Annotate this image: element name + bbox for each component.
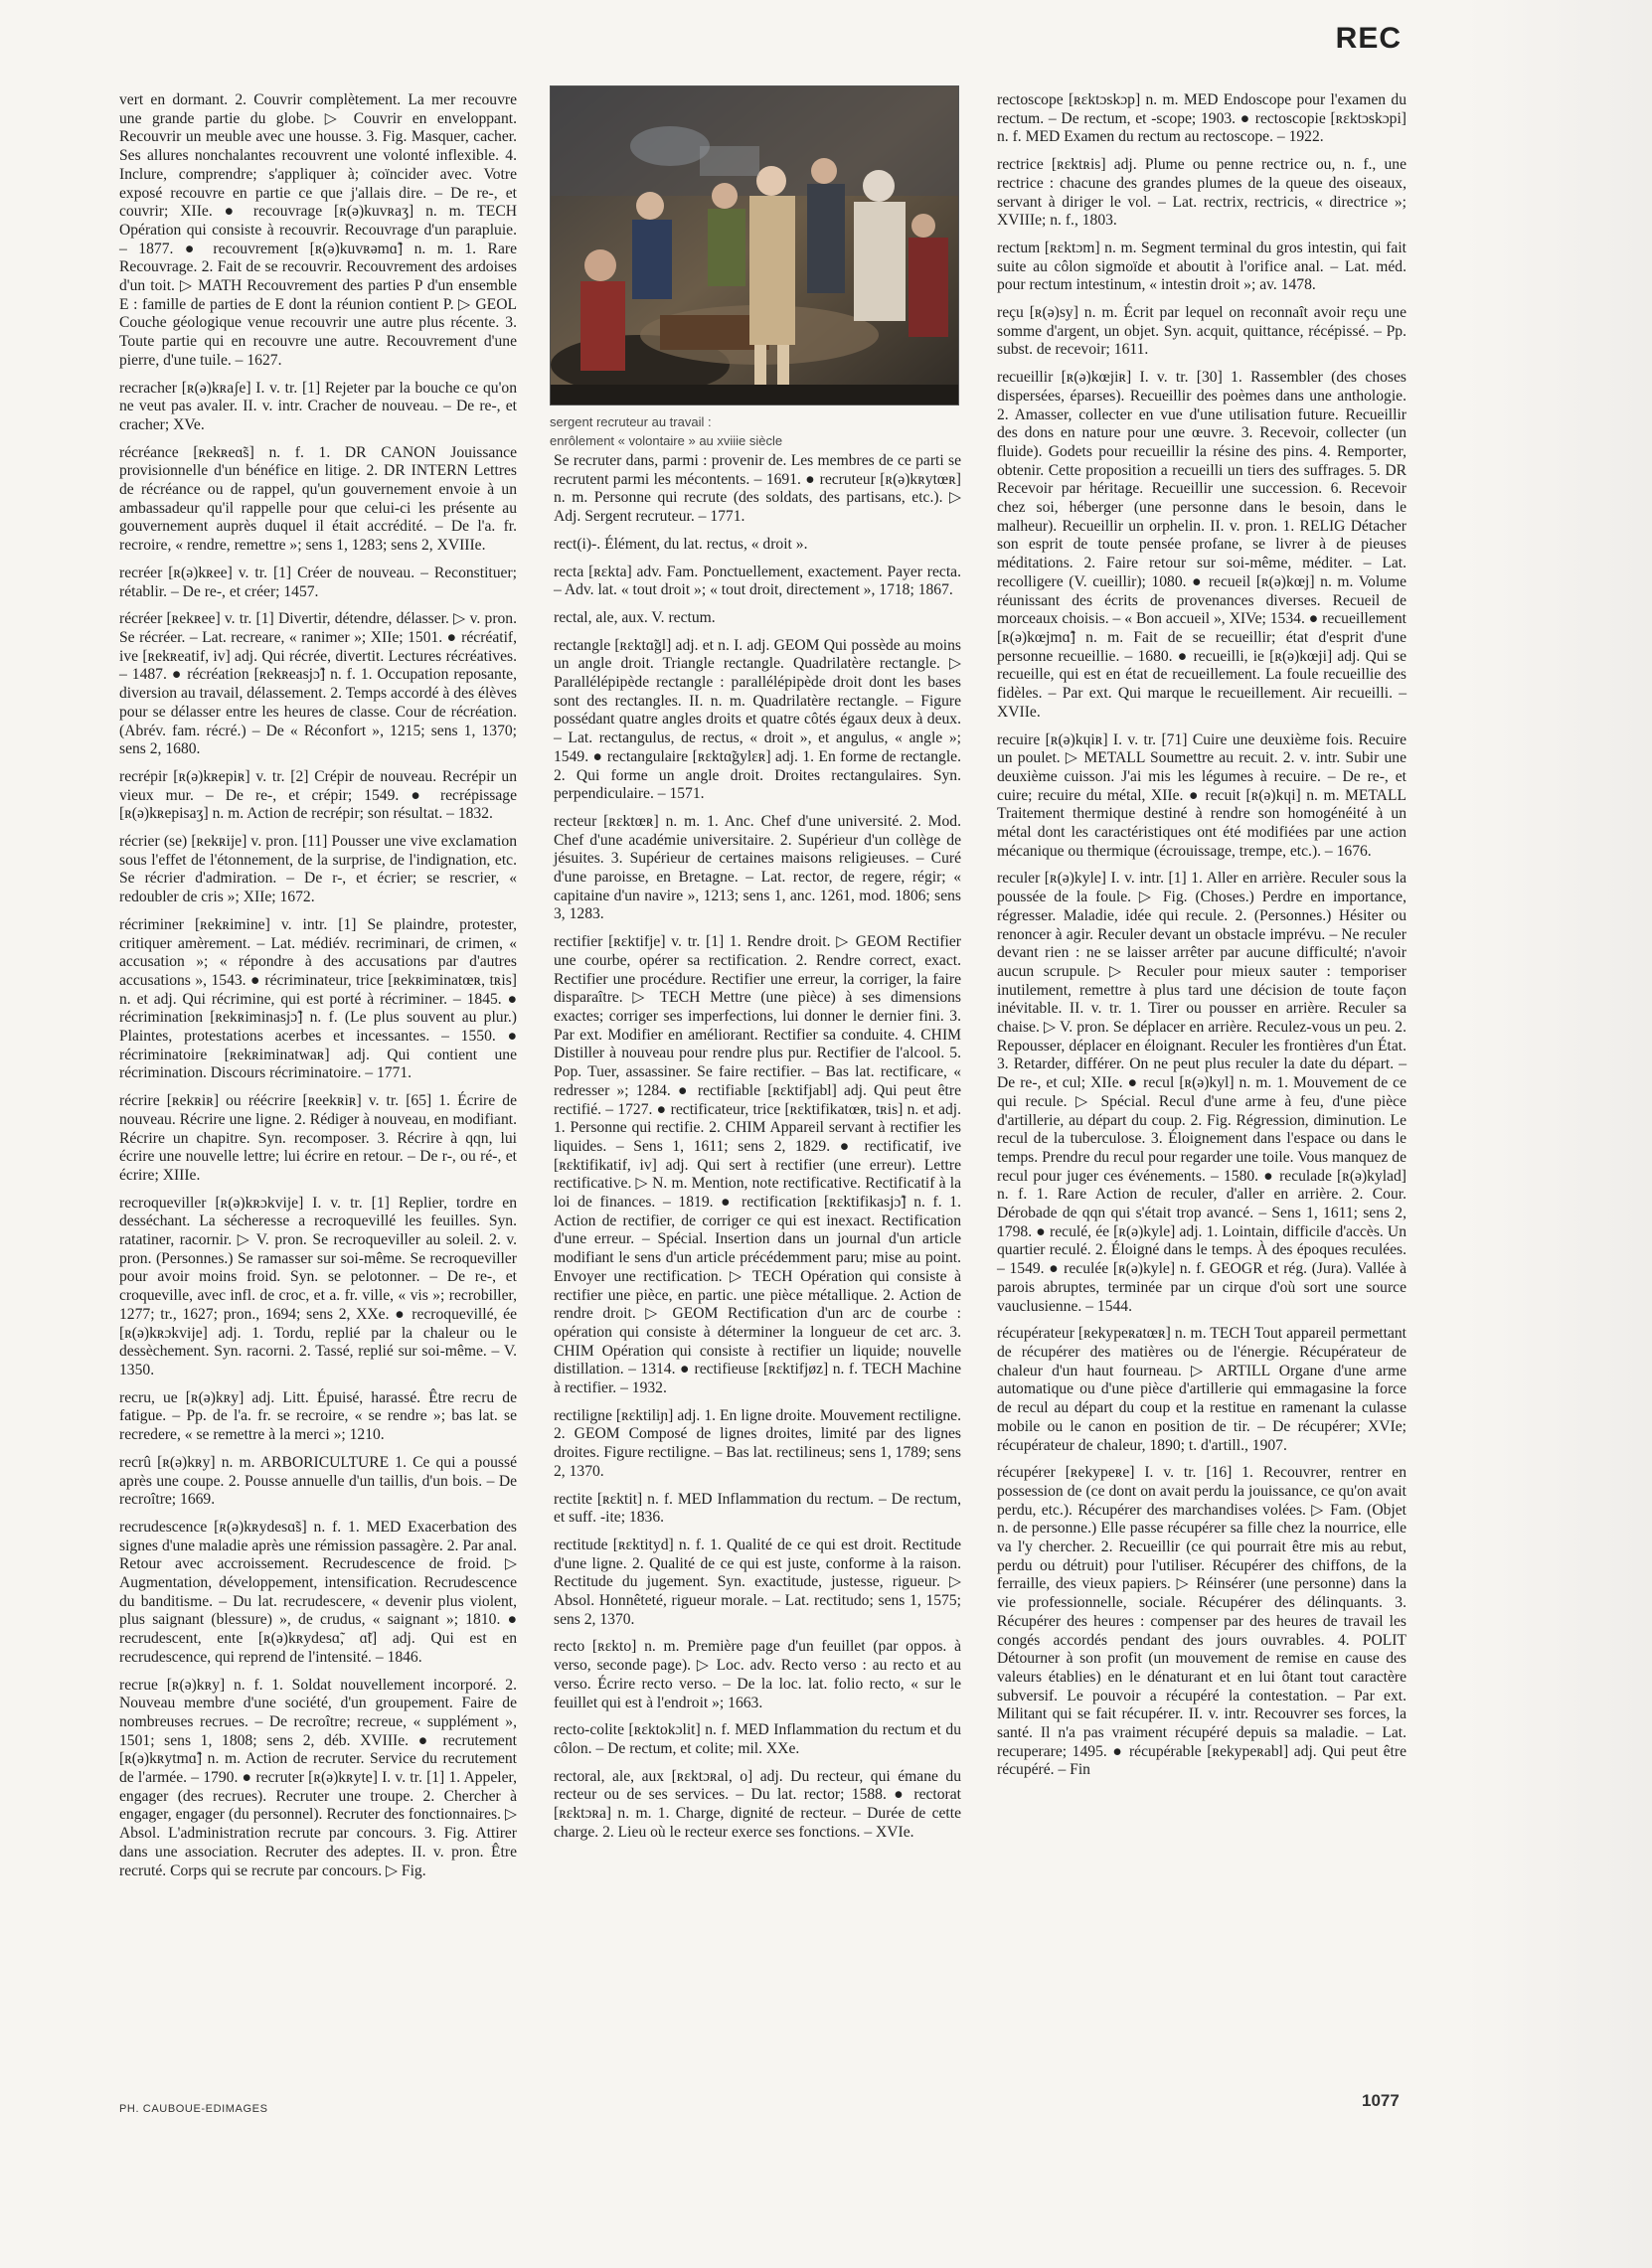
dictionary-entry: recuire [ʀ(ə)kɥiʀ] I. v. tr. [71] Cuire une deuxième fois. Recuire un poulet. ▷ METALL Soumettre au recuit. 2. v. intr. Subir une deuxième cuisson. J'ai mis les légumes à recuire. – De re-, et cuire; recuire du métal, XIIe. ● recuit [ʀ(ə)kɥi] n. m. METALL Traitement thermique destiné à rendre son homogénéité à un métal dont les caractéristiques ont été modifiées par une action mécanique ou thermique (écrouissage, trempe, etc.). – 1676. — [997, 730, 1406, 860]
dictionary-entry: rectoscope [ʀɛktɔskɔp] n. m. MED Endoscope pour l'examen du rectum. – De rectum, et -scope; 1903. ● rectoscopie [ʀɛktɔskɔpi] n. f. MED Examen du rectum au rectoscope. – 1922. — [997, 91, 1406, 146]
dictionary-entry: rectitude [ʀɛktityd] n. f. 1. Qualité de ce qui est droit. Rectitude d'une ligne. 2. Qualité de ce qui est juste, conforme à la raison. Rectitude du jugement. Syn. exactitude, justesse, rigueur. ▷ Absol. Honnêteté, rigueur morale. – Lat. rectitudo; sens 1, 1575; sens 2, 1370. — [554, 1536, 961, 1628]
dictionary-entry: recueillir [ʀ(ə)kœjiʀ] I. v. tr. [30] 1. Rassembler (des choses dispersées, éparses). Recueillir des poèmes dans une anthologie. 2. Amasser, collecter en vue d'une utilisation future. Recueillir des dons en nature pour une œuvre. 3. Recevoir, collecter (un fluide). Godets pour recueillir la résine des pins. 4. Remporter, obtenir. Cette proposition a recueilli un tiers des suffrages. 5. DR Recevoir par héritage. Recueillir une succession. 6. Recevoir chez soi, héberger (une personne dans le besoin, dans le malheur). Recueillir un orphelin. II. v. pron. 1. RELIG Détacher son esprit de toute pensée profane, se livrer à de pieuses méditations. 2. Faire retour sur soi-même, méditer. – Lat. recolligere (V. cueillir); 1080. ● recueil [ʀ(ə)kœj] n. m. Volume réunissant des écrits de provenances diverses. Recueil de morceaux choisis. – « Bon accueil », XIVe; 1534. ● recueillement [ʀ(ə)kœjmɑ̃] n. m. Fait de se recueillir; état d'esprit d'une personne recueillie. – 1680. ● recueilli, ie [ʀ(ə)kœji] adj. Qui se recueille, qui est en état de recueillement. La foule recueillie des fidèles. – Par ext. Qui marque le recueillement. Air recueilli. – XVIIe. — [997, 369, 1406, 721]
dictionary-entry: recracher [ʀ(ə)kʀaʃe] I. v. tr. [1] Rejeter par la bouche ce qu'on ne veut pas avaler. II. v. intr. Cracher de nouveau. – De re-, et cracher; XVe. — [119, 379, 517, 433]
dictionary-entry: recrudescence [ʀ(ə)kʀydesɑ̃s] n. f. 1. MED Exacerbation des signes d'une maladie après une rémission passagère. 2. Par anal. Retour avec accroissement. Recrudescence de froid. ▷ Augmentation, développement, intensification. Recrudescence du banditisme. – Du lat. recrudescere, « devenir plus violent, plus saignant (blessure) », de crudus, « saignant »; 1810. ● recrudescent, ente [ʀ(ə)kʀydesɑ̃, ɑ̃t] adj. Qui est en recrudescence, qui reprend de l'intensité. – 1846. — [119, 1518, 517, 1666]
dictionary-entry: récréer [ʀekʀee] v. tr. [1] Divertir, détendre, délasser. ▷ v. pron. Se récréer. – Lat. recreare, « ranimer »; XIIe; 1501. ● récréatif, ive [ʀekʀeatif, iv] adj. Qui récrée, divertit. Lectures récréatives. – 1487. ● récréation [ʀekʀeasjɔ̃] n. f. 1. Occupation reposante, diversion au travail, délassement. 2. Temps accordé à des élèves pour se délasser entre les heures de classe. Cour de récréation. (Abrév. fam. récré.) – De « Réconfort », 1215; sens 1, 1370; sens 2, 1680. — [119, 610, 517, 758]
dictionary-entry: récupérer [ʀekypeʀe] I. v. tr. [16] 1. Recouvrer, rentrer en possession de (ce dont on avait perdu la jouissance, ce qu'on avait perdu, etc.). Récupérer des marchandises volées. ▷ Fam. (Objet n. de personne.) Elle passe récupérer sa fille chez la nourrice, elle va l'y chercher. 2. Recueillir (ce qui pourrait être mis au rebut, perdu ou détruit) pour l'utiliser. Récupérer des chiffons, de la ferraille, des vieux papiers. ▷ Réinsérer (une personne) dans la vie professionnelle, sociale. Récupérer des délinquants. 3. Récupérer des heures : compenser par des heures de travail les congés accordés pendant des jours ouvrables. 4. POLIT Détourner à son profit (un mouvement de remise en cause des valeurs établies) en le dénaturant et en lui ôtant tout caractère subversif. Le pouvoir a récupéré la contestation. – Par ext. Militant qui se fait récupérer. II. v. intr. Recouvrer ses forces, la santé. Il n'a pas vraiment récupéré depuis sa maladie. – Lat. recuperare; 1495. ● récupérable [ʀekypeʀabl] adj. Qui peut être récupéré. – Fin — [997, 1464, 1406, 1779]
dictionary-entry: recréer [ʀ(ə)kʀee] v. tr. [1] Créer de nouveau. – Reconstituer; rétablir. – De re-, et créer; 1457. — [119, 564, 517, 600]
dictionary-entry: reculer [ʀ(ə)kyle] I. v. intr. [1] 1. Aller en arrière. Reculer sous la poussée de la foule. ▷ Fig. (Choses.) Perdre en importance, régresser. Maladie, idée qui recule. 2. (Personnes.) Hésiter ou renoncer à agir. Reculer devant un obstacle imprévu. – Ne reculer devant rien : ne se laisser arrêter par aucune difficulté; n'avoir aucun scrupule. ▷ Reculer pour mieux sauter : temporiser inutilement, remettre à plus tard une décision de toute façon inévitable. II. v. tr. 1. Tirer ou pousser en arrière. Reculer sa chaise. ▷ V. pron. Se déplacer en arrière. Reculez-vous un peu. 2. Repousser, déplacer en éloignant. Reculer les frontières d'un État. 3. Retarder, différer. On ne peut plus reculer la date du départ. – De re-, et cul; XIIe. ● recul [ʀ(ə)kyl] n. m. 1. Mouvement de ce qui recule. ▷ Spécial. Recul d'une arme à feu, d'une pièce d'artillerie, au départ du coup. 2. Fig. Régression, diminution. Le recul de la tuberculose. 3. Éloignement dans l'espace ou dans le temps. Prendre du recul pour regarder une toile. Vous manquez de recul pour juger ces événements. – 1580. ● reculade [ʀ(ə)kylad] n. f. 1. Rare Action de reculer, d'aller en arrière. 2. Cour. Dérobade de qqn qui s'était trop avancé. – Sens 1, 1611; sens 2, 1798. ● reculé, ée [ʀ(ə)kyle] adj. 1. Lointain, difficile d'accès. Un quartier reculé. 2. Éloigné dans le temps. À des époques reculées. – 1549. ● reculée [ʀ(ə)kyle] n. f. GEOGR et rég. (Jura). Vallée à parois abruptes, terminée par un cirque d'où sort une source vauclusienne. – 1544. — [997, 870, 1406, 1315]
photo-credit: PH. CAUBOUE-EDIMAGES — [119, 2103, 268, 2115]
dictionary-entry: recteur [ʀɛktœʀ] n. m. 1. Anc. Chef d'une université. 2. Mod. Chef d'une académie universitaire. 2. Supérieur d'un collège de jésuites. 3. Supérieur de certaines maisons religieuses. – Curé d'une paroisse, en Bretagne. – Lat. rector, de regere, régir; « capitaine d'un navire », 1213; sens 1, anc. 1261, mod. 1806; sens 3, 1283. — [554, 812, 961, 923]
dictionary-entry: rectoral, ale, aux [ʀɛktɔʀal, o] adj. Du recteur, qui émane du recteur ou de ses services. – Du lat. rector; 1588. ● rectorat [ʀɛktɔʀa] n. m. 1. Charge, dignité de recteur. – Durée de cette charge. 2. Lieu où le recteur exerce ses fonctions. – XVIe. — [554, 1767, 961, 1841]
dictionary-entry: récrire [ʀekʀiʀ] ou réécrire [ʀeekʀiʀ] v. tr. [65] 1. Écrire de nouveau. Récrire une ligne. 2. Rédiger à nouveau, en modifiant. Récrire un chapitre. Syn. recomposer. 3. Récrire à qqn, lui écrire une nouvelle lettre; lui écrire en retour. – De r-, ou ré-, et écrire; XIIIe. — [119, 1092, 517, 1184]
dictionary-entry: vert en dormant. 2. Couvrir complètement. La mer recouvre une grande partie du globe. ▷ Couvrir en enveloppant. Recouvrir un meuble avec une housse. 3. Fig. Masquer, cacher. Ses allures nonchalantes recouvrent une volonté inflexible. 4. Inclure, comprendre; s'appliquer à; coïncider avec. Votre exposé recouvre en partie ce que j'allais dire. – De re-, et couvrir; XIIe. ● recouvrage [ʀ(ə)kuvʀaʒ] n. m. TECH Opération qui consiste à recouvrir. Recouvrage d'un parapluie. – 1877. ● recouvrement [ʀ(ə)kuvʀəmɑ̃] n. m. 1. Rare Recouvrage. 2. Fait de se recouvrir. Recouvrement des ardoises d'un toit. ▷ MATH Recouvrement des parties P d'un ensemble E : famille de parties de E dont la réunion contient P. ▷ GEOL Couche géologique venue recouvrir une autre plus récente. 3. Toute partie qui en recouvre une autre. Recouvrement d'une pierre, d'une tuile. – 1627. — [119, 91, 517, 369]
page-number: 1077 — [1362, 2091, 1400, 2110]
dictionary-entry: rectiligne [ʀɛktiliɲ] adj. 1. En ligne droite. Mouvement rectiligne. 2. GEOM Composé de lignes droites, limité par des lignes droites. Figure rectiligne. – Bas lat. rectilineus; sens 1, 1789; sens 2, 1370. — [554, 1406, 961, 1480]
column-2 — [554, 452, 961, 1852]
dictionary-entry: recrû [ʀ(ə)kʀy] n. m. ARBORICULTURE 1. Ce qui a poussé après une coupe. 2. Pousse annuelle d'un taillis, d'un bois. – De recroître; 1669. — [119, 1453, 517, 1509]
painting-image — [551, 86, 958, 405]
dictionary-entry: recru, ue [ʀ(ə)kʀy] adj. Litt. Épuisé, harassé. Être recru de fatigue. – Pp. de l'a. fr. se recroire, « se rendre »; bas lat. se recredere, « se remettre à la merci »; 1210. — [119, 1388, 517, 1444]
dictionary-entry: rectum [ʀɛktɔm] n. m. Segment terminal du gros intestin, qui fait suite au côlon sigmoïde et aboutit à l'orifice anal. – Lat. méd. pour rectum intestinum, « intestin droit »; av. 1478. — [997, 239, 1406, 294]
caption-line-2: enrôlement « volontaire » au xviiie siècle — [550, 432, 783, 448]
dictionary-entry: rectrice [ʀɛktʀis] adj. Plume ou penne rectrice ou, n. f., une rectrice : chacune des grandes plumes de la queue des oiseaux, servant à diriger le vol. – Lat. rectrix, rectricis, « directrice »; XVIIIe; n. f., 1803. — [997, 156, 1406, 230]
dictionary-entry: recroqueviller [ʀ(ə)kʀɔkvije] I. v. tr. [1] Replier, tordre en desséchant. La sécheresse a recroquevillé les feuilles. Syn. ratatiner, racornir. ▷ V. pron. Se recroqueviller au soleil. 2. v. pron. (Personnes.) Se ramasser sur soi-même. Se recroqueviller pour avoir moins froid. Syn. se pelotonner. – De re-, et croqueville, avec infl. de croc, et a. fr. ville, « vis »; recrobiller, 1277; tr., 1627; pron., 1694; sens 2, XXe. ● recroquevillé, ée [ʀ(ə)kʀɔkvije] adj. 1. Tordu, replié par la chaleur ou le dessèchement. Syn. racorni. 2. Tassé, replié sur soi-même. – V. 1350. — [119, 1194, 517, 1378]
column-1 — [119, 91, 517, 1889]
illustration-recruiting-sergeant — [550, 85, 959, 405]
dictionary-entry: recrue [ʀ(ə)kʀy] n. f. 1. Soldat nouvellement incorporé. 2. Nouveau membre d'une société, d'un groupement. Faire de nombreuses recrues. – De recroître; recreue, « supplément », 1501; sens 1, 1808; sens 2, déb. XVIIIe. ● recrutement [ʀ(ə)kʀytmɑ̃] n. m. Action de recruter. Service du recrutement de l'armée. – 1790. ● recruter [ʀ(ə)kʀyte] I. v. tr. [1] 1. Appeler, engager (des recrues). Recruter une troupe. 2. Chercher à engager, engager (du personnel). Recruter des fonctionnaires. ▷ Absol. L'administration recrute par concours. 3. Fig. Attirer dans une association. Recruter des adeptes. II. v. pron. Être recruté. Corps qui se recrute par concours. ▷ Fig. — [119, 1676, 517, 1879]
illustration-caption — [550, 413, 957, 451]
dictionary-entry: recrépir [ʀ(ə)kʀepiʀ] v. tr. [2] Crépir de nouveau. Recrépir un vieux mur. – De re-, et crépir; 1549. ● recrépissage [ʀ(ə)kʀepisaʒ] n. m. Action de recrépir; son résultat. – 1832. — [119, 767, 517, 823]
dictionary-entry: recto [ʀɛkto] n. m. Première page d'un feuillet (par oppos. à verso, seconde page). ▷ Loc. adv. Recto verso : au recto et au verso. Écrire recto verso. – De la loc. lat. folio recto, « sur le feuillet qui est à l'endroit »; 1663. — [554, 1638, 961, 1711]
dictionary-entry: récréance [ʀekʀeɑ̃s] n. f. 1. DR CANON Jouissance provisionnelle d'un bénéfice en litige. 2. DR INTERN Lettres de récréance ou de rappel, qu'un gouvernement envoie à un ambassadeur qu'il rappelle pour que celui-ci les présente au gouvernement auprès duquel il était accrédité. – De l'a. fr. recroire, « rendre, remettre »; sens 1, 1283; sens 2, XVIIIe. — [119, 443, 517, 555]
dictionary-entry: rectangle [ʀɛktɑ̃gl] adj. et n. I. adj. GEOM Qui possède au moins un angle droit. Triangle rectangle. Quadrilatère rectangle. ▷ Parallélépipède rectangle : parallélépipède droit dont les bases sont des rectangles. II. n. m. Quadrilatère rectangle. – Figure possédant quatre angles droits et quatre côtés égaux deux à deux. – Lat. rectangulus, de rectus, « droit », et angulus, « angle »; 1549. ● rectangulaire [ʀɛktɑ̃gylɛʀ] adj. 1. En forme de rectangle. 2. Qui forme un angle droit. Droites rectangulaires. Syn. perpendiculaire. – 1571. — [554, 636, 961, 803]
dictionary-entry: reçu [ʀ(ə)sy] n. m. Écrit par lequel on reconnaît avoir reçu une somme d'argent, un objet. Syn. acquit, quittance, récépissé. – Pp. subst. de recevoir; 1611. — [997, 304, 1406, 359]
dictionary-entry: recta [ʀɛkta] adv. Fam. Ponctuellement, exactement. Payer recta. – Adv. lat. « tout droit »; « tout droit, directement », 1718; 1867. — [554, 563, 961, 599]
guide-word: REC — [1335, 22, 1402, 55]
caption-line-1: sergent recruteur au travail : — [550, 414, 712, 429]
dictionary-entry: Se recruter dans, parmi : provenir de. Les membres de ce parti se recrutent parmi les mécontents. – 1691. ● recruteur [ʀ(ə)kʀytœʀ] n. m. Personne qui recrute (des soldats, des partisans, etc.). ▷ Adj. Sergent recruteur. – 1771. — [554, 452, 961, 526]
dictionary-entry: récupérateur [ʀekypeʀatœʀ] n. m. TECH Tout appareil permettant de récupérer des matières ou de l'énergie. Récupérateur de chaleur d'un haut fourneau. ▷ ARTILL Organe d'une arme automatique ou d'une pièce d'artillerie qui emmagasine la force de recul au départ du coup et la restitue en ramenant la culasse mobile ou le canon en position de tir. – De récupérer; XVIe; récupérateur de chaleur, 1890; t. d'artill., 1907. — [997, 1325, 1406, 1454]
dictionary-entry: rect(i)-. Élément, du lat. rectus, « droit ». — [554, 535, 808, 553]
dictionary-entry: récriminer [ʀekʀimine] v. intr. [1] Se plaindre, protester, critiquer amèrement. – Lat. médiév. recriminari, de crimen, « accusation »; « répondre à des accusations par d'autres accusations », 1543. ● récriminateur, trice [ʀekʀiminatœʀ, tʀis] n. et adj. Qui récrimine, qui est porté à récriminer. – 1845. ● récrimination [ʀekʀiminasjɔ̃] n. f. (Le plus souvent au plur.) Plaintes, protestations acerbes et incessantes. – 1550. ● récriminatoire [ʀekʀiminatwaʀ] adj. Qui contient une récrimination. Discours récriminatoire. – 1771. — [119, 915, 517, 1082]
dictionary-entry: rectifier [ʀɛktifje] v. tr. [1] 1. Rendre droit. ▷ GEOM Rectifier une courbe, opérer sa rectification. 2. Rendre correct, exact. Rectifier une procédure. Rectifier une erreur, la corriger, la faire disparaître. ▷ TECH Mettre (une pièce) à ses dimensions exactes; corriger ses imperfections, lui donner le dernier fini. 3. Par ext. Modifier en améliorant. Rectifier sa conduite. 4. CHIM Distiller à nouveau pour rendre plus pur. Rectifier de l'alcool. 5. Pop. Tuer, assassiner. Se faire rectifier. – Bas lat. rectificare, « redresser »; 1284. ● rectifiable [ʀɛktifjabl] adj. Qui peut être rectifié. – 1727. ● rectificateur, trice [ʀɛktifikatœʀ, tʀis] n. et adj. 1. Personne qui rectifie. 2. CHIM Appareil servant à rectifier les liquides. – Sens 1, 1611; sens 2, 1829. ● rectificatif, ive [ʀɛktifikatif, iv] adj. Qui sert à rectifier (une erreur). Lettre rectificative. ▷ N. m. Mention, note rectificative. Rectificatif à la loi de finances. – 1819. ● rectification [ʀɛktifikasjɔ̃] n. f. 1. Action de rectifier, de corriger ce qui est inexact. Rectification d'une erreur. – Spécial. Insertion dans un journal d'un article modifiant le sens d'un article précédemment paru; mise au point. Envoyer une rectification. ▷ TECH Opération qui consiste à rectifier une pièce, en partic. une pièce métallique. 2. Action de rendre droit. ▷ GEOM Rectification d'un arc de courbe : opération qui consiste à déterminer la longueur de cet arc. 3. CHIM Opération qui consiste à rectifier un liquide; nouvelle distillation. – 1314. ● rectifieuse [ʀɛktifjøz] n. f. TECH Machine à rectifier. – 1932. — [554, 933, 961, 1397]
dictionary-entry: rectite [ʀɛktit] n. f. MED Inflammation du rectum. – De rectum, et suff. -ite; 1836. — [554, 1490, 961, 1527]
page-edge-shadow — [1463, 0, 1652, 2268]
dictionary-entry: récrier (se) [ʀekʀije] v. pron. [11] Pousser une vive exclamation sous l'effet de l'étonnement, de la surprise, de l'indignation, etc. Se récrier d'admiration. – De r-, et écrier; se rescrier, « redoubler de cris »; XIIe; 1672. — [119, 833, 517, 906]
dictionary-entry: rectal, ale, aux. V. rectum. — [554, 608, 716, 626]
dictionary-entry: recto-colite [ʀɛktokɔlit] n. f. MED Inflammation du rectum et du côlon. – De rectum, et colite; mil. XXe. — [554, 1721, 961, 1757]
column-3 — [997, 91, 1406, 1789]
